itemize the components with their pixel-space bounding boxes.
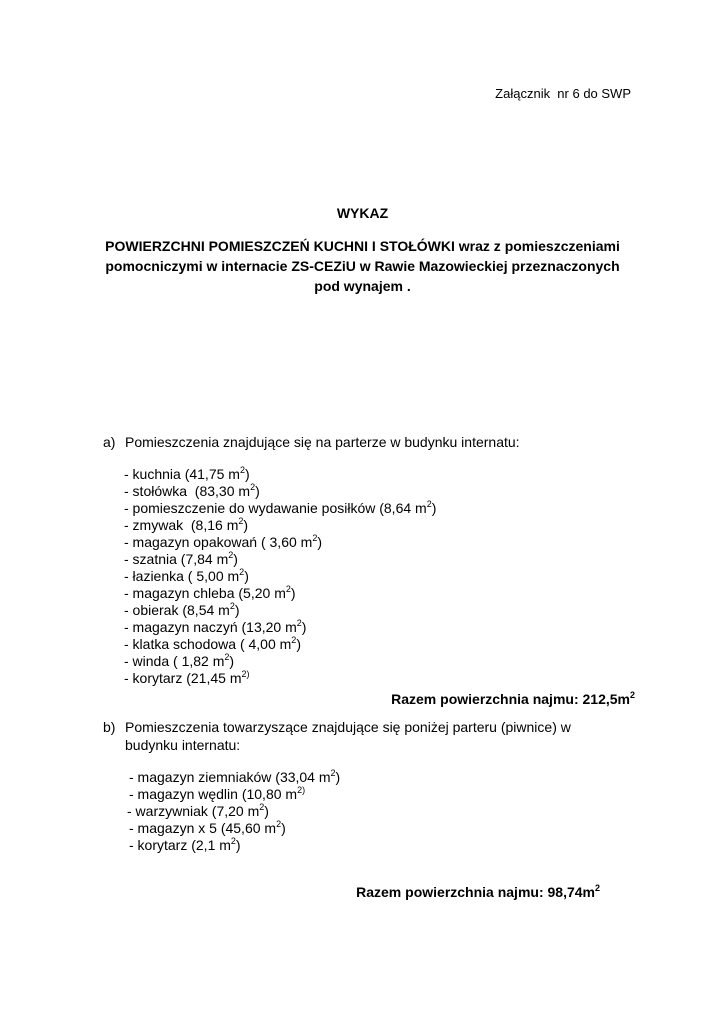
list-item: - obierak (8,54 $m^2$) [124, 601, 240, 618]
list-item: - klatka schodowa ( 4,00 $m^2$) [124, 635, 301, 652]
list-item: - korytarz (2,1 $m^2$) [129, 836, 241, 853]
subtitle-line: POWIERZCHNI POMIESZCZEŃ KUCHNI I STOŁÓWKI wraz z pomieszczeniami [105, 238, 620, 254]
section-a-total: Razem powierzchnia najmu: $212,5m^2$ [391, 690, 635, 707]
list-item: - stołówka (83,30 $m^2$) [124, 482, 260, 499]
section-b-total: Razem powierzchnia najmu: $98,74m^2$ [356, 883, 600, 900]
document-title: WYKAZ [336, 205, 389, 221]
list-item: - korytarz (21,45 $m^{2)}$ [124, 669, 250, 686]
document-subtitle [80, 236, 645, 296]
section-a-letter: a) [103, 434, 116, 450]
annex-label: Załącznik nr 6 do SWP [495, 86, 631, 101]
list-item: - winda ( 1,82 $m^2$) [124, 652, 235, 669]
list-item: - magazyn chleba (5,20 $m^2$) [124, 584, 296, 601]
section-b-list [100, 769, 640, 854]
section-a-heading-text: Pomieszczenia znajdujące się na parterze w budynku internatu: [125, 434, 520, 450]
section-b-heading-line: Pomieszczenia towarzyszące znajdujące się poniżej parteru (piwnice) w [125, 719, 571, 735]
list-item: - łazienka ( 5,00 $m^2$) [124, 567, 249, 584]
section-b-heading [100, 718, 640, 754]
list-item: - magazyn ziemniaków (33,04 $m^2$) [129, 768, 341, 785]
subtitle-line: pomocniczymi w internacie ZS-CEZiU w Rawie Mazowieckiej przeznaczonych [105, 258, 620, 274]
section-b-letter: b) [103, 719, 116, 735]
section-a [100, 433, 640, 709]
list-item: - pomieszczenie do wydawanie posiłków (8,64 $m^2$) [124, 499, 437, 516]
section-b [100, 718, 640, 854]
list-item: - warzywniak (7,20 $m^2$) [127, 802, 269, 819]
section-a-heading [100, 433, 640, 451]
section-a-list [100, 466, 640, 687]
list-item: - zmywak (8,16 $m^2$) [124, 516, 249, 533]
list-item: - magazyn naczyń (13,20 $m^2$) [124, 618, 307, 635]
list-item: - magazyn x 5 (45,60 $m^2$) [129, 819, 286, 836]
list-item: - szatnia (7,84 $m^2$) [124, 550, 238, 567]
list-item: - kuchnia (41,75 $m^2$) [124, 465, 250, 482]
list-item: - magazyn wędlin (10,80 $m^{2)}$ [129, 785, 306, 802]
section-b-heading-line: budynku internatu: [125, 737, 241, 753]
subtitle-line: pod wynajem . [314, 278, 411, 294]
list-item: - magazyn opakowań ( 3,60 $m^2$) [124, 533, 323, 550]
